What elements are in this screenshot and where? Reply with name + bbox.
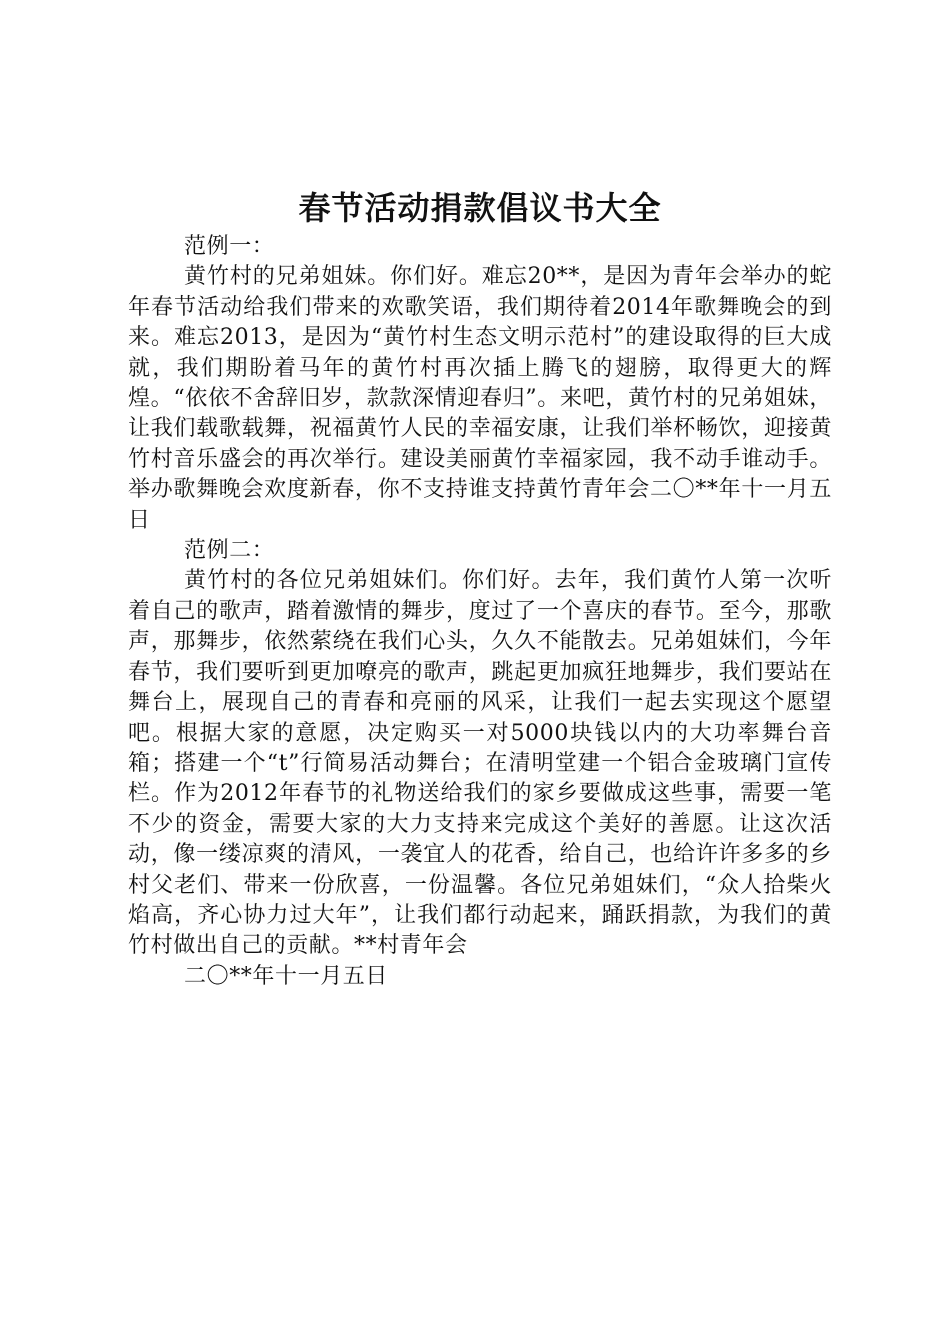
section-label-example-2: 范例二： bbox=[184, 538, 275, 564]
closing-date: 二〇**年十一月五日 bbox=[184, 963, 389, 989]
section-body-example-1: 黄竹村的兄弟姐妹。你们好。难忘20**，是因为青年会举办的蛇年春节活动给我们带来的欢歌笑语，我们期待着2014年歌舞晚会的到来。难忘2013，是因为“黄竹村生态文明示范村”的建设取得的巨大成就，我们期盼着马年的黄竹村再次插上腾飞的翅膀，取得更大的辉煌。“依依不舍辞旧岁，款款深情迎春归”。来吧，黄竹村的兄弟姐妹，让我们载歌载舞，祝福黄竹人民的幸福安康，让我们举杯畅饮，迎接黄竹村音乐盛会的再次举行。建设美丽黄竹幸福家园，我不动手谁动手。举办歌舞晚会欢度新春，你不支持谁支持黄竹青年会二〇**年十一月五日 bbox=[128, 264, 832, 533]
section-body-example-2: 黄竹村的各位兄弟姐妹们。你们好。去年，我们黄竹人第一次听着自己的歌声，踏着激情的舞步，度过了一个喜庆的春节。至今，那歌声，那舞步，依然萦绕在我们心头，久久不能散去。兄弟姐妹们，今年春节，我们要听到更加嘹亮的歌声，跳起更加疯狂地舞步，我们要站在舞台上，展现自己的青春和亮丽的风采，让我们一起去实现这个愿望吧。根据大家的意愿，决定购买一对5000块钱以内的大功率舞台音箱；搭建一个“t”行简易活动舞台；在清明堂建一个铝合金玻璃门宣传栏。作为2012年春节的礼物送给我们的家乡要做成这些事，需要一笔不少的资金，需要大家的大力支持来完成这个美好的善愿。让这次活动，像一缕凉爽的清风，一袭宜人的花香，给自己，也给许许多多的乡村父老们、带来一份欣喜，一份温馨。各位兄弟姐妹们，“众人拾柴火焰高，齐心协力过大年”，让我们都行动起来，踊跃捐款，为我们的黄竹村做出自己的贡献。**村青年会 bbox=[128, 568, 832, 959]
document-content bbox=[128, 186, 832, 992]
document-title: 春节活动捐款倡议书大全 bbox=[298, 189, 662, 227]
section-label-example-1: 范例一： bbox=[184, 234, 275, 259]
